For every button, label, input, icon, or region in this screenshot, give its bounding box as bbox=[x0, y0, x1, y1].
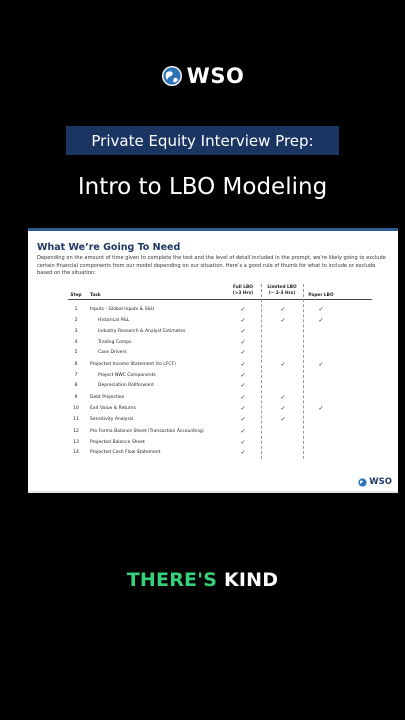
caption-highlight: THERE'S bbox=[126, 569, 218, 591]
step-number: 10 bbox=[73, 406, 79, 411]
table-row bbox=[28, 329, 398, 339]
header-step: Step bbox=[70, 293, 82, 298]
slide-bottom-rule bbox=[28, 491, 398, 493]
step-number: 9 bbox=[74, 395, 78, 400]
globe-icon bbox=[358, 478, 367, 487]
task-label: Inputs - Global Inputs & S&U bbox=[90, 307, 155, 312]
step-number: 4 bbox=[74, 340, 78, 345]
check-icon: ✓ bbox=[240, 405, 246, 412]
slide-heading: What We’re Going To Need bbox=[37, 242, 181, 253]
check-icon: ✓ bbox=[318, 361, 324, 368]
task-label: Case Drivers bbox=[98, 350, 127, 355]
table-row bbox=[28, 307, 398, 317]
table-row bbox=[28, 406, 398, 416]
task-label: Pro Forma Balance Sheet (Transaction Accounting) bbox=[90, 429, 204, 434]
check-icon: ✓ bbox=[240, 449, 246, 456]
check-icon: ✓ bbox=[280, 317, 286, 324]
task-label: Sensitivity Analysis bbox=[90, 417, 134, 422]
table-row bbox=[28, 440, 398, 450]
check-icon: ✓ bbox=[280, 394, 286, 401]
task-label: Projected Balance Sheet bbox=[90, 440, 145, 445]
table-row bbox=[28, 340, 398, 350]
task-label: Projected Cash Flow Statement bbox=[90, 450, 161, 455]
table-row bbox=[28, 383, 398, 393]
check-icon: ✓ bbox=[240, 306, 246, 313]
step-number: 6 bbox=[74, 362, 78, 367]
table-row bbox=[28, 450, 398, 460]
step-number: 12 bbox=[73, 429, 79, 434]
table-row bbox=[28, 318, 398, 328]
slide-footer-logo bbox=[358, 477, 392, 487]
step-number: 2 bbox=[74, 318, 78, 323]
wso-logo bbox=[0, 64, 405, 88]
table-row bbox=[28, 350, 398, 360]
header-full-line2: (>3 Hrs) bbox=[232, 291, 254, 296]
video-title: Intro to LBO Modeling bbox=[77, 174, 328, 200]
check-icon: ✓ bbox=[240, 372, 246, 379]
step-number: 1 bbox=[74, 307, 78, 312]
check-icon: ✓ bbox=[318, 317, 324, 324]
step-number: 7 bbox=[74, 373, 78, 378]
check-icon: ✓ bbox=[240, 394, 246, 401]
step-number: 14 bbox=[73, 450, 79, 455]
check-icon: ✓ bbox=[240, 317, 246, 324]
subtitle-banner bbox=[66, 126, 339, 155]
check-icon: ✓ bbox=[240, 439, 246, 446]
header-limited-line1: Limited LBO bbox=[267, 285, 297, 290]
task-label: Industry Research & Analyst Estimates bbox=[98, 329, 186, 334]
check-icon: ✓ bbox=[280, 416, 286, 423]
task-label: Projected Income Statement (to LFCF) bbox=[90, 362, 176, 367]
subtitle-caption bbox=[0, 569, 405, 591]
task-label: Historical P&L bbox=[98, 318, 130, 323]
slide-intro: Depending on the amount of time given to complete the test and the level of detail included in the prompt, we’re likely going to exclude certain financial components from our model depending on our situation. Here’s a good rule of thumb for what to include or exclude based on the situation: bbox=[37, 255, 386, 277]
header-underline bbox=[68, 299, 372, 300]
table-row bbox=[28, 429, 398, 439]
check-icon: ✓ bbox=[280, 306, 286, 313]
check-icon: ✓ bbox=[280, 405, 286, 412]
task-label: Trading Comps bbox=[98, 340, 132, 345]
slide-topbar bbox=[28, 228, 398, 231]
check-icon: ✓ bbox=[240, 361, 246, 368]
check-icon: ✓ bbox=[240, 416, 246, 423]
subtitle-text: Private Equity Interview Prep: bbox=[91, 131, 314, 150]
check-icon: ✓ bbox=[240, 428, 246, 435]
step-number: 3 bbox=[74, 329, 78, 334]
task-label: Exit Value & Returns bbox=[90, 406, 136, 411]
check-icon: ✓ bbox=[240, 339, 246, 346]
task-label: Depreciation Rollforward bbox=[98, 383, 154, 388]
header-task: Task bbox=[90, 293, 101, 298]
step-number: 11 bbox=[73, 417, 79, 422]
globe-icon bbox=[161, 65, 183, 87]
table-row bbox=[28, 362, 398, 372]
header-paper: Paper LBO bbox=[308, 293, 334, 298]
slide-screenshot bbox=[28, 228, 398, 493]
slide-footer-logo-text: WSO bbox=[369, 477, 392, 487]
step-number: 5 bbox=[74, 350, 78, 355]
check-icon: ✓ bbox=[240, 382, 246, 389]
check-icon: ✓ bbox=[318, 306, 324, 313]
header-limited-line2: (~ 2-3 Hrs) bbox=[268, 291, 296, 296]
table-row bbox=[28, 373, 398, 383]
check-icon: ✓ bbox=[240, 328, 246, 335]
check-icon: ✓ bbox=[240, 349, 246, 356]
step-number: 8 bbox=[74, 383, 78, 388]
header-full-line1: Full LBO bbox=[233, 285, 253, 290]
table-row bbox=[28, 417, 398, 427]
table-row bbox=[28, 395, 398, 405]
caption-word: KIND bbox=[223, 569, 279, 591]
task-label: Debt Projection bbox=[90, 395, 125, 400]
logo-text: WSO bbox=[186, 64, 245, 88]
check-icon: ✓ bbox=[318, 405, 324, 412]
task-label: Project NWC Components bbox=[98, 373, 156, 378]
step-number: 13 bbox=[73, 440, 79, 445]
check-icon: ✓ bbox=[280, 361, 286, 368]
